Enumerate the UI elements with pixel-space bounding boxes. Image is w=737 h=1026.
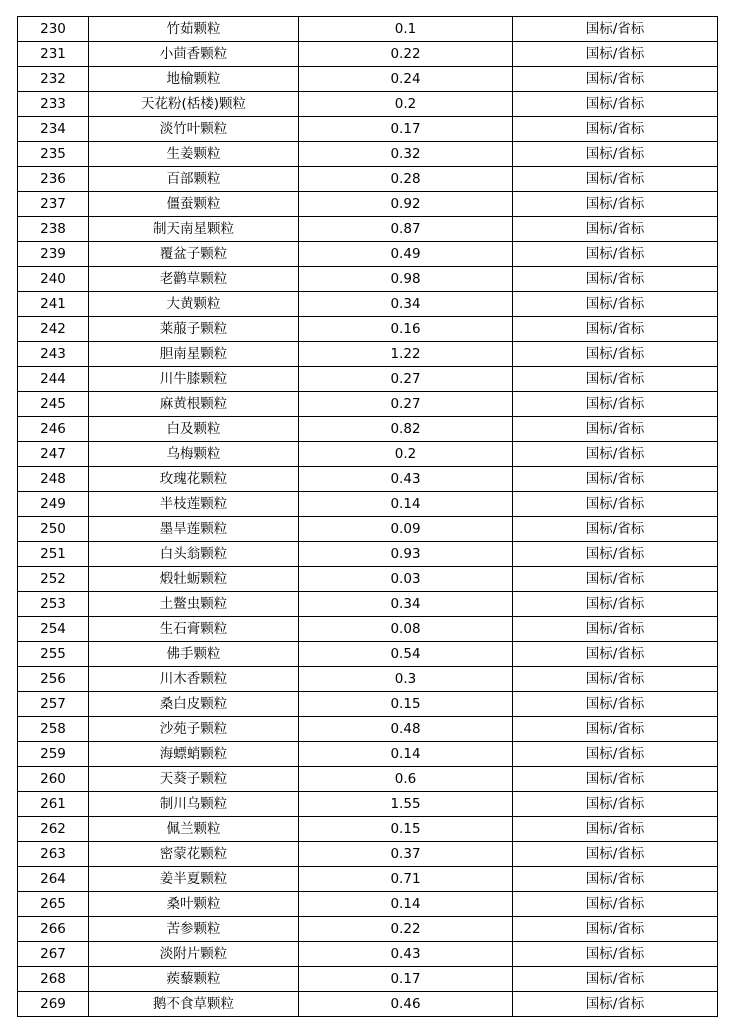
item-value-cell: 1.55 bbox=[299, 792, 513, 817]
standard-cell: 国标/省标 bbox=[513, 467, 718, 492]
item-name-cell: 竹茹颗粒 bbox=[89, 17, 299, 42]
item-name-cell: 沙苑子颗粒 bbox=[89, 717, 299, 742]
row-number-cell: 264 bbox=[18, 867, 89, 892]
table-row bbox=[18, 542, 718, 567]
item-value-cell: 0.87 bbox=[299, 217, 513, 242]
standard-cell: 国标/省标 bbox=[513, 367, 718, 392]
standard-cell: 国标/省标 bbox=[513, 792, 718, 817]
standard-cell: 国标/省标 bbox=[513, 342, 718, 367]
row-number-cell: 230 bbox=[18, 17, 89, 42]
row-number-cell: 256 bbox=[18, 667, 89, 692]
table-row bbox=[18, 742, 718, 767]
standard-cell: 国标/省标 bbox=[513, 917, 718, 942]
row-number-cell: 235 bbox=[18, 142, 89, 167]
row-number-cell: 251 bbox=[18, 542, 89, 567]
standard-cell: 国标/省标 bbox=[513, 292, 718, 317]
granule-price-table bbox=[17, 16, 718, 1017]
row-number-cell: 234 bbox=[18, 117, 89, 142]
item-value-cell: 0.17 bbox=[299, 967, 513, 992]
standard-cell: 国标/省标 bbox=[513, 92, 718, 117]
standard-cell: 国标/省标 bbox=[513, 317, 718, 342]
standard-cell: 国标/省标 bbox=[513, 392, 718, 417]
item-name-cell: 覆盆子颗粒 bbox=[89, 242, 299, 267]
table-row bbox=[18, 192, 718, 217]
item-name-cell: 大黄颗粒 bbox=[89, 292, 299, 317]
item-name-cell: 蒺藜颗粒 bbox=[89, 967, 299, 992]
item-name-cell: 地榆颗粒 bbox=[89, 67, 299, 92]
item-value-cell: 0.93 bbox=[299, 542, 513, 567]
item-name-cell: 淡附片颗粒 bbox=[89, 942, 299, 967]
item-value-cell: 0.43 bbox=[299, 942, 513, 967]
item-name-cell: 苦参颗粒 bbox=[89, 917, 299, 942]
item-value-cell: 0.6 bbox=[299, 767, 513, 792]
table-row bbox=[18, 667, 718, 692]
standard-cell: 国标/省标 bbox=[513, 817, 718, 842]
table-row bbox=[18, 492, 718, 517]
table-row bbox=[18, 117, 718, 142]
row-number-cell: 265 bbox=[18, 892, 89, 917]
row-number-cell: 253 bbox=[18, 592, 89, 617]
table-row bbox=[18, 442, 718, 467]
table-row bbox=[18, 617, 718, 642]
item-value-cell: 0.48 bbox=[299, 717, 513, 742]
item-name-cell: 小茴香颗粒 bbox=[89, 42, 299, 67]
item-value-cell: 0.2 bbox=[299, 442, 513, 467]
table-row bbox=[18, 317, 718, 342]
standard-cell: 国标/省标 bbox=[513, 742, 718, 767]
row-number-cell: 263 bbox=[18, 842, 89, 867]
standard-cell: 国标/省标 bbox=[513, 267, 718, 292]
item-name-cell: 胆南星颗粒 bbox=[89, 342, 299, 367]
row-number-cell: 245 bbox=[18, 392, 89, 417]
row-number-cell: 243 bbox=[18, 342, 89, 367]
item-name-cell: 姜半夏颗粒 bbox=[89, 867, 299, 892]
table-row bbox=[18, 767, 718, 792]
table-row bbox=[18, 292, 718, 317]
table-row bbox=[18, 342, 718, 367]
item-value-cell: 0.15 bbox=[299, 817, 513, 842]
item-value-cell: 0.98 bbox=[299, 267, 513, 292]
table-row bbox=[18, 242, 718, 267]
row-number-cell: 233 bbox=[18, 92, 89, 117]
item-value-cell: 0.49 bbox=[299, 242, 513, 267]
item-value-cell: 0.08 bbox=[299, 617, 513, 642]
table-row bbox=[18, 42, 718, 67]
table-row bbox=[18, 717, 718, 742]
standard-cell: 国标/省标 bbox=[513, 42, 718, 67]
item-name-cell: 天葵子颗粒 bbox=[89, 767, 299, 792]
item-name-cell: 川牛膝颗粒 bbox=[89, 367, 299, 392]
item-name-cell: 百部颗粒 bbox=[89, 167, 299, 192]
standard-cell: 国标/省标 bbox=[513, 842, 718, 867]
item-value-cell: 0.32 bbox=[299, 142, 513, 167]
item-name-cell: 煅牡蛎颗粒 bbox=[89, 567, 299, 592]
item-name-cell: 鹅不食草颗粒 bbox=[89, 992, 299, 1017]
item-name-cell: 川木香颗粒 bbox=[89, 667, 299, 692]
row-number-cell: 267 bbox=[18, 942, 89, 967]
item-name-cell: 麻黄根颗粒 bbox=[89, 392, 299, 417]
row-number-cell: 237 bbox=[18, 192, 89, 217]
row-number-cell: 232 bbox=[18, 67, 89, 92]
item-name-cell: 生石膏颗粒 bbox=[89, 617, 299, 642]
item-name-cell: 制天南星颗粒 bbox=[89, 217, 299, 242]
item-name-cell: 僵蚕颗粒 bbox=[89, 192, 299, 217]
table-row bbox=[18, 17, 718, 42]
item-value-cell: 0.24 bbox=[299, 67, 513, 92]
item-name-cell: 密蒙花颗粒 bbox=[89, 842, 299, 867]
standard-cell: 国标/省标 bbox=[513, 717, 718, 742]
standard-cell: 国标/省标 bbox=[513, 667, 718, 692]
row-number-cell: 244 bbox=[18, 367, 89, 392]
row-number-cell: 261 bbox=[18, 792, 89, 817]
standard-cell: 国标/省标 bbox=[513, 892, 718, 917]
item-value-cell: 0.82 bbox=[299, 417, 513, 442]
item-name-cell: 淡竹叶颗粒 bbox=[89, 117, 299, 142]
item-value-cell: 0.28 bbox=[299, 167, 513, 192]
row-number-cell: 238 bbox=[18, 217, 89, 242]
item-name-cell: 生姜颗粒 bbox=[89, 142, 299, 167]
standard-cell: 国标/省标 bbox=[513, 867, 718, 892]
item-value-cell: 0.27 bbox=[299, 367, 513, 392]
standard-cell: 国标/省标 bbox=[513, 192, 718, 217]
row-number-cell: 259 bbox=[18, 742, 89, 767]
item-name-cell: 墨旱莲颗粒 bbox=[89, 517, 299, 542]
standard-cell: 国标/省标 bbox=[513, 942, 718, 967]
table-row bbox=[18, 592, 718, 617]
table-row bbox=[18, 567, 718, 592]
item-value-cell: 0.3 bbox=[299, 667, 513, 692]
table-row bbox=[18, 867, 718, 892]
table-row bbox=[18, 67, 718, 92]
row-number-cell: 242 bbox=[18, 317, 89, 342]
item-name-cell: 白及颗粒 bbox=[89, 417, 299, 442]
table-row bbox=[18, 167, 718, 192]
item-name-cell: 制川乌颗粒 bbox=[89, 792, 299, 817]
row-number-cell: 266 bbox=[18, 917, 89, 942]
standard-cell: 国标/省标 bbox=[513, 217, 718, 242]
row-number-cell: 231 bbox=[18, 42, 89, 67]
item-value-cell: 1.22 bbox=[299, 342, 513, 367]
item-value-cell: 0.2 bbox=[299, 92, 513, 117]
row-number-cell: 250 bbox=[18, 517, 89, 542]
table-row bbox=[18, 417, 718, 442]
item-value-cell: 0.34 bbox=[299, 292, 513, 317]
item-value-cell: 0.16 bbox=[299, 317, 513, 342]
item-value-cell: 0.92 bbox=[299, 192, 513, 217]
standard-cell: 国标/省标 bbox=[513, 592, 718, 617]
table-row bbox=[18, 917, 718, 942]
item-value-cell: 0.14 bbox=[299, 492, 513, 517]
table-row bbox=[18, 367, 718, 392]
item-value-cell: 0.27 bbox=[299, 392, 513, 417]
table-row bbox=[18, 792, 718, 817]
item-value-cell: 0.03 bbox=[299, 567, 513, 592]
row-number-cell: 262 bbox=[18, 817, 89, 842]
item-value-cell: 0.17 bbox=[299, 117, 513, 142]
table-row bbox=[18, 892, 718, 917]
table-row bbox=[18, 467, 718, 492]
row-number-cell: 254 bbox=[18, 617, 89, 642]
table-row bbox=[18, 517, 718, 542]
item-name-cell: 天花粉(栝楼)颗粒 bbox=[89, 92, 299, 117]
standard-cell: 国标/省标 bbox=[513, 142, 718, 167]
item-name-cell: 桑白皮颗粒 bbox=[89, 692, 299, 717]
item-value-cell: 0.37 bbox=[299, 842, 513, 867]
standard-cell: 国标/省标 bbox=[513, 967, 718, 992]
row-number-cell: 248 bbox=[18, 467, 89, 492]
table-row bbox=[18, 942, 718, 967]
standard-cell: 国标/省标 bbox=[513, 642, 718, 667]
item-name-cell: 玫瑰花颗粒 bbox=[89, 467, 299, 492]
standard-cell: 国标/省标 bbox=[513, 692, 718, 717]
standard-cell: 国标/省标 bbox=[513, 767, 718, 792]
item-name-cell: 佛手颗粒 bbox=[89, 642, 299, 667]
standard-cell: 国标/省标 bbox=[513, 167, 718, 192]
row-number-cell: 240 bbox=[18, 267, 89, 292]
table-row bbox=[18, 842, 718, 867]
item-value-cell: 0.71 bbox=[299, 867, 513, 892]
row-number-cell: 255 bbox=[18, 642, 89, 667]
standard-cell: 国标/省标 bbox=[513, 617, 718, 642]
item-name-cell: 海螵蛸颗粒 bbox=[89, 742, 299, 767]
item-name-cell: 乌梅颗粒 bbox=[89, 442, 299, 467]
item-value-cell: 0.14 bbox=[299, 892, 513, 917]
standard-cell: 国标/省标 bbox=[513, 542, 718, 567]
standard-cell: 国标/省标 bbox=[513, 492, 718, 517]
table-row bbox=[18, 267, 718, 292]
table-row bbox=[18, 967, 718, 992]
item-value-cell: 0.09 bbox=[299, 517, 513, 542]
table-row bbox=[18, 217, 718, 242]
standard-cell: 国标/省标 bbox=[513, 567, 718, 592]
item-value-cell: 0.22 bbox=[299, 42, 513, 67]
item-name-cell: 桑叶颗粒 bbox=[89, 892, 299, 917]
row-number-cell: 258 bbox=[18, 717, 89, 742]
item-value-cell: 0.46 bbox=[299, 992, 513, 1017]
row-number-cell: 249 bbox=[18, 492, 89, 517]
item-name-cell: 老鹳草颗粒 bbox=[89, 267, 299, 292]
standard-cell: 国标/省标 bbox=[513, 67, 718, 92]
item-value-cell: 0.43 bbox=[299, 467, 513, 492]
row-number-cell: 236 bbox=[18, 167, 89, 192]
standard-cell: 国标/省标 bbox=[513, 417, 718, 442]
row-number-cell: 269 bbox=[18, 992, 89, 1017]
table-row bbox=[18, 142, 718, 167]
item-value-cell: 0.54 bbox=[299, 642, 513, 667]
item-name-cell: 佩兰颗粒 bbox=[89, 817, 299, 842]
item-value-cell: 0.14 bbox=[299, 742, 513, 767]
standard-cell: 国标/省标 bbox=[513, 17, 718, 42]
table-row bbox=[18, 92, 718, 117]
item-value-cell: 0.34 bbox=[299, 592, 513, 617]
row-number-cell: 241 bbox=[18, 292, 89, 317]
table-body bbox=[18, 17, 718, 1017]
standard-cell: 国标/省标 bbox=[513, 992, 718, 1017]
row-number-cell: 257 bbox=[18, 692, 89, 717]
standard-cell: 国标/省标 bbox=[513, 242, 718, 267]
item-value-cell: 0.1 bbox=[299, 17, 513, 42]
row-number-cell: 268 bbox=[18, 967, 89, 992]
table-row bbox=[18, 992, 718, 1017]
row-number-cell: 252 bbox=[18, 567, 89, 592]
item-name-cell: 白头翁颗粒 bbox=[89, 542, 299, 567]
item-value-cell: 0.22 bbox=[299, 917, 513, 942]
item-name-cell: 莱菔子颗粒 bbox=[89, 317, 299, 342]
table-row bbox=[18, 392, 718, 417]
standard-cell: 国标/省标 bbox=[513, 117, 718, 142]
table-row bbox=[18, 642, 718, 667]
standard-cell: 国标/省标 bbox=[513, 517, 718, 542]
standard-cell: 国标/省标 bbox=[513, 442, 718, 467]
row-number-cell: 246 bbox=[18, 417, 89, 442]
item-name-cell: 半枝莲颗粒 bbox=[89, 492, 299, 517]
item-name-cell: 土鳖虫颗粒 bbox=[89, 592, 299, 617]
table-row bbox=[18, 692, 718, 717]
row-number-cell: 247 bbox=[18, 442, 89, 467]
table-row bbox=[18, 817, 718, 842]
row-number-cell: 239 bbox=[18, 242, 89, 267]
item-value-cell: 0.15 bbox=[299, 692, 513, 717]
row-number-cell: 260 bbox=[18, 767, 89, 792]
